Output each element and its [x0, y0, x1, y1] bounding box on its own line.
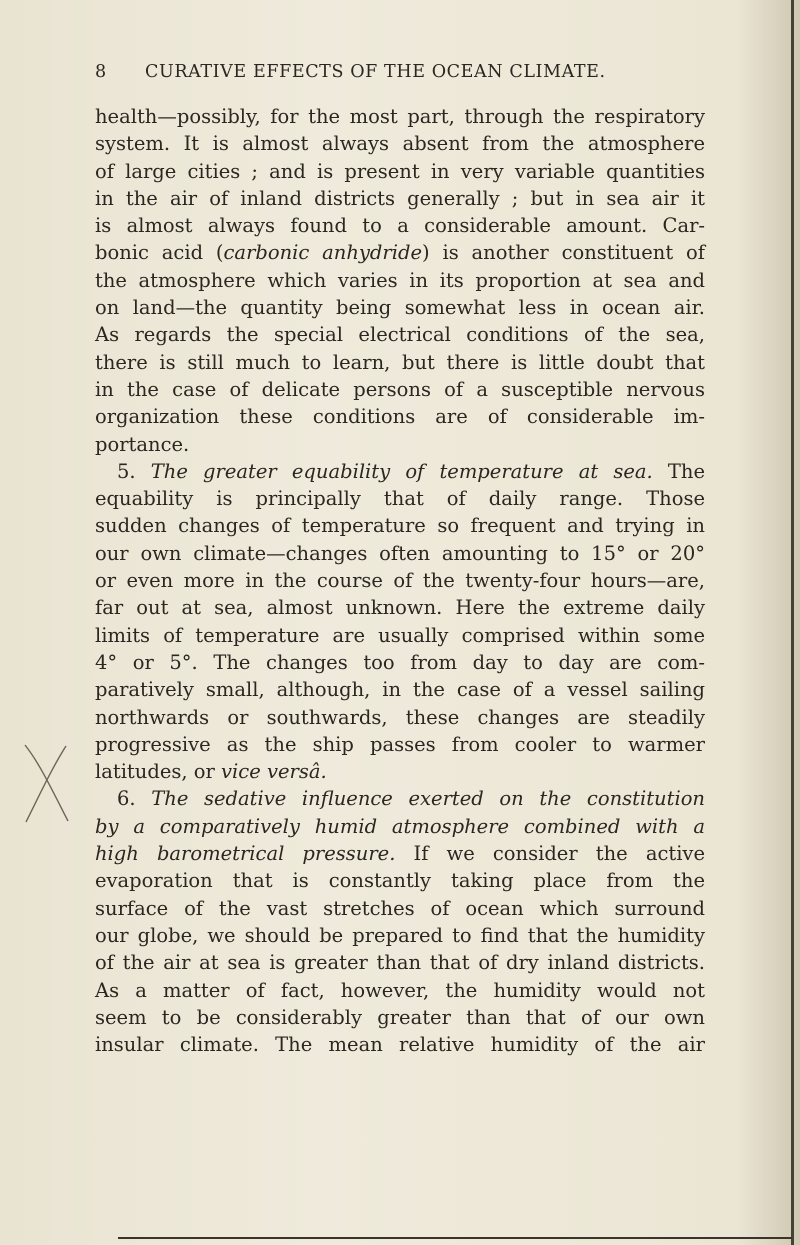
margin-x-mark: [22, 742, 72, 824]
text-line: 4° or 5°. The changes too from day to day are com-: [95, 650, 705, 674]
text-line: latitudes, or vice versâ.: [95, 760, 327, 784]
text-line: of the air at sea is greater than that of dry inland districts.: [95, 951, 705, 975]
text-line: our own climate—changes often amounting to 15° or 20°: [95, 541, 705, 565]
running-title: CURATIVE EFFECTS OF THE OCEAN CLIMATE.: [145, 62, 606, 82]
text-line: our globe, we should be prepared to find that the humidity: [95, 923, 705, 947]
text-line: As regards the special electrical conditions of the sea,: [95, 323, 705, 347]
bottom-edge-line: [118, 1237, 792, 1239]
text-line: evaporation that is constantly taking place from the: [95, 869, 705, 893]
text-line: or even more in the course of the twenty-four hours—are,: [95, 569, 705, 593]
text-line: surface of the vast stretches of ocean which surround: [95, 896, 705, 920]
text-line: the atmosphere which varies in its proportion at sea and: [95, 268, 705, 292]
text-line: organization these conditions are of considerable im-: [95, 405, 705, 429]
page-number: 8: [95, 62, 107, 82]
text-line: bonic acid (carbonic anhydride) is another constituent of: [95, 241, 705, 265]
text-line: is almost always found to a considerable amount. Car-: [95, 214, 705, 238]
text-line: on land—the quantity being somewhat less in ocean air.: [95, 296, 705, 320]
text-line: in the case of delicate persons of a susceptible nervous: [95, 377, 705, 401]
body-text: [95, 103, 705, 1058]
section-6-heading-line: 6. The sedative influence exerted on the constitution: [117, 787, 705, 811]
text-line: paratively small, although, in the case of a vessel sailing: [95, 678, 705, 702]
text-line: northwards or southwards, these changes are steadily: [95, 705, 705, 729]
text-line: seem to be considerably greater than that of our own: [95, 1005, 705, 1029]
text-line: health—possibly, for the most part, through the respiratory: [95, 105, 705, 128]
text-line: progressive as the ship passes from cooler to warmer: [95, 732, 705, 756]
section-5-heading-line: 5. The greater equability of temperature at sea. The: [117, 459, 705, 483]
text-line: portance.: [95, 432, 190, 456]
text-line: limits of temperature are usually comprised within some: [95, 623, 705, 647]
text-line: in the air of inland districts generally ; but in sea air it: [95, 186, 705, 210]
text-line: there is still much to learn, but there is little doubt that: [95, 350, 705, 374]
text-line: sudden changes of temperature so frequent and trying in: [95, 514, 705, 538]
text-line: system. It is almost always absent from the atmosphere: [95, 132, 705, 156]
text-line: far out at sea, almost unknown. Here the extreme daily: [95, 596, 705, 620]
text-line: As a matter of fact, however, the humidity would not: [95, 978, 705, 1002]
text-line: of large cities ; and is present in very variable quantities: [95, 159, 705, 183]
text-line: by a comparatively humid atmosphere combined with a: [95, 814, 705, 838]
text-line: insular climate. The mean relative humidity of the air: [95, 1033, 705, 1057]
text-line: high barometrical pressure. If we consider the active: [95, 842, 705, 866]
text-line: equability is principally that of daily range. Those: [95, 487, 705, 511]
page-edge-shadow: [791, 0, 794, 1245]
